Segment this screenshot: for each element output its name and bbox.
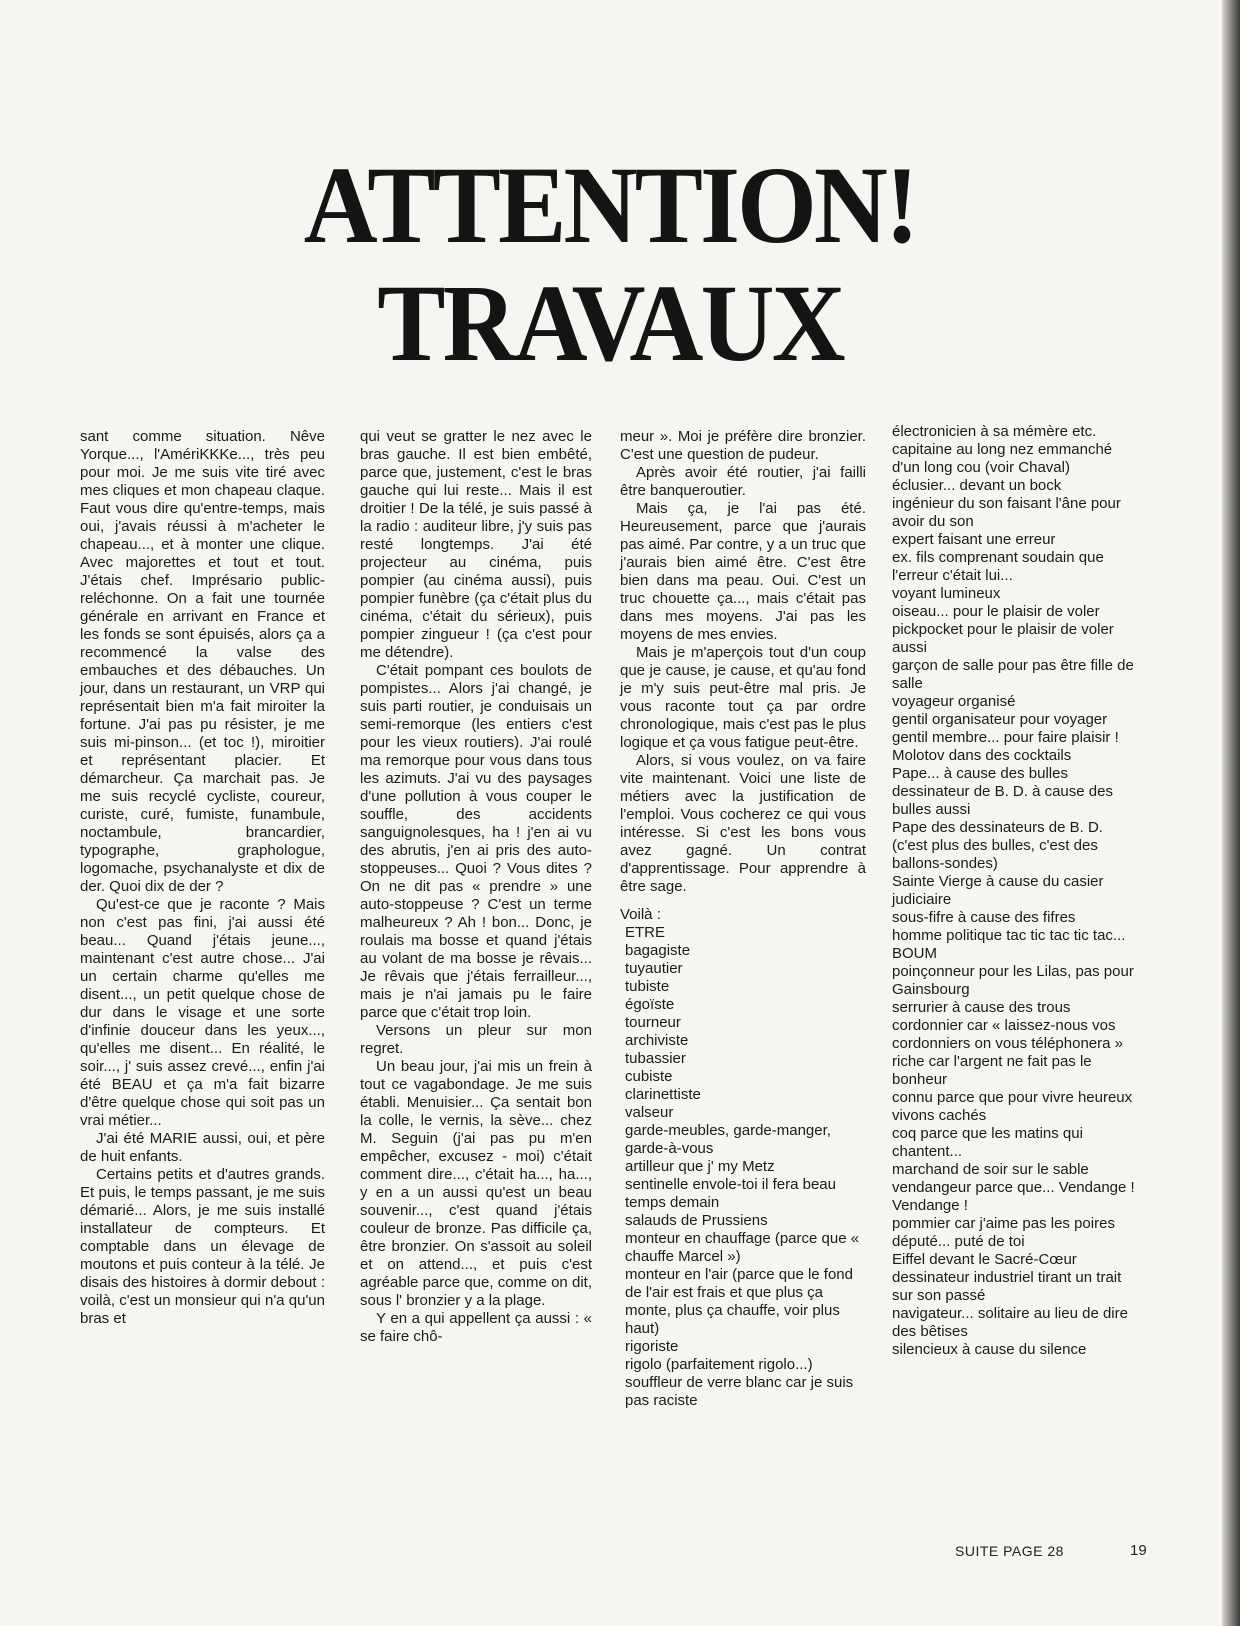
list-item: cordonnier car « laissez-nous vos cordonniers on vous téléphonera » [892, 1017, 1123, 1052]
paragraph: Y en a qui appellent ça aussi : « se faire chô- [360, 1310, 592, 1345]
paragraph: Mais je m'aperçois tout d'un coup que je cause, je cause, et qu'au fond je m'y suis peut-être mal pris. Je vous raconte tout ça par ordre chronologique, mais c'est pas le plus logique et ça vous fatigue peut-être. [620, 644, 866, 751]
list-item: expert faisant une erreur [892, 531, 1056, 548]
paragraph: meur ». Moi je préfère dire bronzier. C'est une question de pudeur. [620, 428, 866, 463]
paragraph: Après avoir été routier, j'ai failli être banqueroutier. [620, 464, 866, 499]
list-item: voyant lumineux [892, 585, 1001, 602]
list-item: pickpocket pour le plaisir de voler aussi [892, 621, 1114, 656]
list-item: artilleur que j' my Metz [625, 1158, 775, 1175]
list-item: bagagiste [625, 942, 691, 959]
paragraph: Certains petits et d'autres grands. Et puis, le temps passant, je me suis démarié... Alors, je me suis installé installateur de compteurs. Et comptable dans un élevage de moutons et puis conteur à la télé. Je disais des histoires à dormir debout : voilà, c'est un monsieur qui n'a qu'un bras et [80, 1166, 325, 1327]
continued-on-page: SUITE PAGE 28 [955, 1543, 1064, 1559]
list-item: salauds de Prussiens [625, 1212, 768, 1229]
paragraph: Versons un pleur sur mon regret. [360, 1022, 592, 1057]
list-item: archiviste [625, 1032, 689, 1049]
list-item: silencieux à cause du silence [892, 1341, 1087, 1358]
list-item: poinçonneur pour les Lilas, pas pour Gainsbourg [892, 963, 1134, 998]
page-number: 19 [1130, 1542, 1147, 1559]
article-title [210, 144, 1010, 384]
list-item: gentil membre... pour faire plaisir ! [892, 729, 1119, 746]
list-item: tubassier [625, 1050, 686, 1067]
paragraph: qui veut se gratter le nez avec le bras gauche. Il est bien embêté, parce que, justement, c'est le bras gauche qui lui reste... Mais il est droitier ! De la télé, je suis passé à la radio : auditeur libre, j'y suis pas resté longtemps. J'ai été projecteur au cinéma, puis pompier (au cinéma aussi), puis pompier funèbre (ça c'était plus du cinéma, c'était du sérieux), puis pompier zingueur ! (ça c'est pour me détendre). [360, 428, 592, 661]
list-item: souffleur de verre blanc car je suis pas raciste [625, 1374, 854, 1409]
list-item: Eiffel devant le Sacré-Cœur [892, 1251, 1077, 1268]
text-column-1 [80, 428, 325, 1328]
list-item: Pape des dessinateurs de B. D. (c'est plus des bulles, c'est des ballons-sondes) [892, 819, 1103, 872]
list-item: sous-fifre à cause des fifres [892, 909, 1076, 926]
text-column-2 [360, 428, 592, 1346]
list-item: Molotov dans des cocktails [892, 747, 1072, 764]
list-item: ETRE [625, 924, 666, 941]
list-item: électronicien à sa mémère etc. [892, 423, 1097, 440]
paragraph: Un beau jour, j'ai mis un frein à tout ce vagabondage. Je me suis établi. Menuisier... Ça sentait bon la colle, le vernis, la sève... chez M. Seguin (j'ai pas pu m'en empêcher, excusez - moi) c'était comment dire..., c'était ha..., ha..., y en a un aussi qu'est un beau souvenir..., c'est quand j'étais couleur de bronze. Pas difficile ça, être bronzier. On s'assoit au soleil et on attend..., et puis c'est agréable parce que, comme on dit, sous l' bronzier y a la plage. [360, 1058, 592, 1309]
list-item: égoïste [625, 996, 675, 1013]
list-item: Sainte Vierge à cause du casier judiciaire [892, 873, 1104, 908]
list-item: député... puté de toi [892, 1233, 1025, 1250]
list-item: rigolo (parfaitement rigolo...) [625, 1356, 813, 1373]
list-item: rigoriste [625, 1338, 679, 1355]
list-intro: Voilà : [620, 906, 661, 923]
page-spine-shadow [1222, 0, 1240, 1626]
list-item: gentil organisateur pour voyager [892, 711, 1108, 728]
list-item: riche car l'argent ne fait pas le bonheur [892, 1053, 1092, 1088]
list-item: marchand de soir sur le sable [892, 1161, 1089, 1178]
list-item: voyageur organisé [892, 693, 1016, 710]
list-item: ex. fils comprenant soudain que l'erreur c'était lui... [892, 549, 1104, 584]
list-item: clarinettiste [625, 1086, 701, 1103]
paragraph: sant comme situation. Nêve Yorque..., l'AmériKKKe..., très peu pour moi. Je me suis vite tiré avec mes cliques et mon chapeau claque. Faut vous dire qu'entre-temps, mais oui, j'avais réussi à m'acheter le chapeau..., et à monter une clique. Avec majorettes et tout et tout. J'étais chef. Imprésario public-reléchonne. On a fait une tournée générale en arrivant en France et les fonds se sont épuisés, alors ça a recommencé la valse des embauches et des débauches. Un jour, dans un restaurant, un VRP qui représentait bien m'a fait miroiter la fortune. J'ai pas pu résister, je me suis mi-pinson... (et toc !), miroitier et représentant placier. Et démarcheur. Ça marchait pas. Je me suis recyclé cycliste, coureur, curiste, curé, fumiste, funambule, noctambule, brancardier, typographe, graphologue, logomache, psychanalyste et dix de der. Quoi dix de der ? [80, 428, 325, 895]
job-list [620, 924, 866, 1410]
list-item: ingénieur du son faisant l'âne pour avoir du son [892, 495, 1121, 530]
list-item: monteur en l'air (parce que le fond de l'air est frais et que plus ça monte, plus ça chauffe, voir plus haut) [625, 1266, 853, 1337]
list-item: serrurier à cause des trous [892, 999, 1071, 1016]
list-item: sentinelle envole-toi il fera beau temps demain [625, 1176, 836, 1211]
list-item: navigateur... solitaire au lieu de dire des bêtises [892, 1305, 1128, 1340]
list-item: garçon de salle pour pas être fille de salle [892, 657, 1134, 692]
list-item: valseur [625, 1104, 674, 1121]
list-item: coq parce que les matins qui chantent... [892, 1125, 1083, 1160]
title-line-2: TRAVAUX [377, 262, 843, 384]
paragraph: C'était pompant ces boulots de pompistes... Alors j'ai changé, je suis parti routier, je conduisais un semi-remorque (les entiers c'est pour les vieux routiers). J'ai roulé ma remorque pour vous dans tous les azimuts. J'ai vu des paysages d'une pollution à vous couper le souffle, des accidents sanguignolesques, ha ! j'en ai vu des abrutis, j'en ai pris des auto-stoppeuses... Quoi ? Vous dites ? On ne dit pas « prendre » une auto-stoppeuse ? C'est un terme malheureux ? Ah ! bon... Donc, je roulais ma bosse et quand j'étais au volant de ma bosse je rêvais... Je rêvais que j'étais ferrailleur..., mais je n'ai jamais pu le faire parce que c'était trop loin. [360, 662, 592, 1021]
list-item: tuyautier [625, 960, 683, 977]
job-list-continued [892, 423, 1139, 1359]
list-item: homme politique tac tic tac tic tac... BOUM [892, 927, 1126, 962]
list-item: dessinateur de B. D. à cause des bulles aussi [892, 783, 1113, 818]
paragraph: Alors, si vous voulez, on va faire vite maintenant. Voici une liste de métiers avec la justification de l'emploi. Vous cocherez ce qui vous intéresse. Si c'est les bons vous avez gagné. Un contrat d'apprentissage. Pour apprendre à être sage. [620, 752, 866, 895]
paragraph: Qu'est-ce que je raconte ? Mais non c'est pas fini, j'ai aussi été beau... Quand j'étais jeune..., maintenant c'est autre chose... J'ai un certain charme qu'elles me disent..., un petit quelque chose de dur dans le visage et une sorte d'infinie douceur dans les yeux..., qu'elles me disent... En réalité, le soir..., j' suis assez crevé..., enfin j'ai été BEAU et ça m'a fait bizarre d'être quelque chose qui soit pas un vrai métier... [80, 896, 325, 1129]
list-item: capitaine au long nez emmanché d'un long cou (voir Chaval) [892, 441, 1113, 476]
list-item: éclusier... devant un bock [892, 477, 1062, 494]
list-item: tubiste [625, 978, 670, 995]
list-item: tourneur [625, 1014, 681, 1031]
list-item: garde-meubles, garde-manger, garde-à-vous [625, 1122, 831, 1157]
paragraph: J'ai été MARIE aussi, oui, et père de huit enfants. [80, 1130, 325, 1165]
list-item: pommier car j'aime pas les poires [892, 1215, 1115, 1232]
title-line-1: ATTENTION! [303, 144, 917, 266]
list-item: dessinateur industriel tirant un trait sur son passé [892, 1269, 1122, 1304]
list-item: cubiste [625, 1068, 673, 1085]
list-item: monteur en chauffage (parce que « chauffe Marcel ») [625, 1230, 860, 1265]
text-column-4 [892, 423, 1139, 1359]
list-item: connu parce que pour vivre heureux vivons cachés [892, 1089, 1133, 1124]
text-column-3 [620, 428, 866, 1410]
list-item: vendangeur parce que... Vendange ! Vendange ! [892, 1179, 1135, 1214]
list-item: oiseau... pour le plaisir de voler [892, 603, 1100, 620]
list-item: Pape... à cause des bulles [892, 765, 1068, 782]
paragraph: Mais ça, je l'ai pas été. Heureusement, parce que j'aurais pas aimé. Par contre, y a un truc que j'aurais bien aimé être. C'est être bien dans ma peau. Oui. C'est un truc chouette ça..., mais c'était pas dans mes moyens. J'ai pas les moyens de mes envies. [620, 500, 866, 643]
